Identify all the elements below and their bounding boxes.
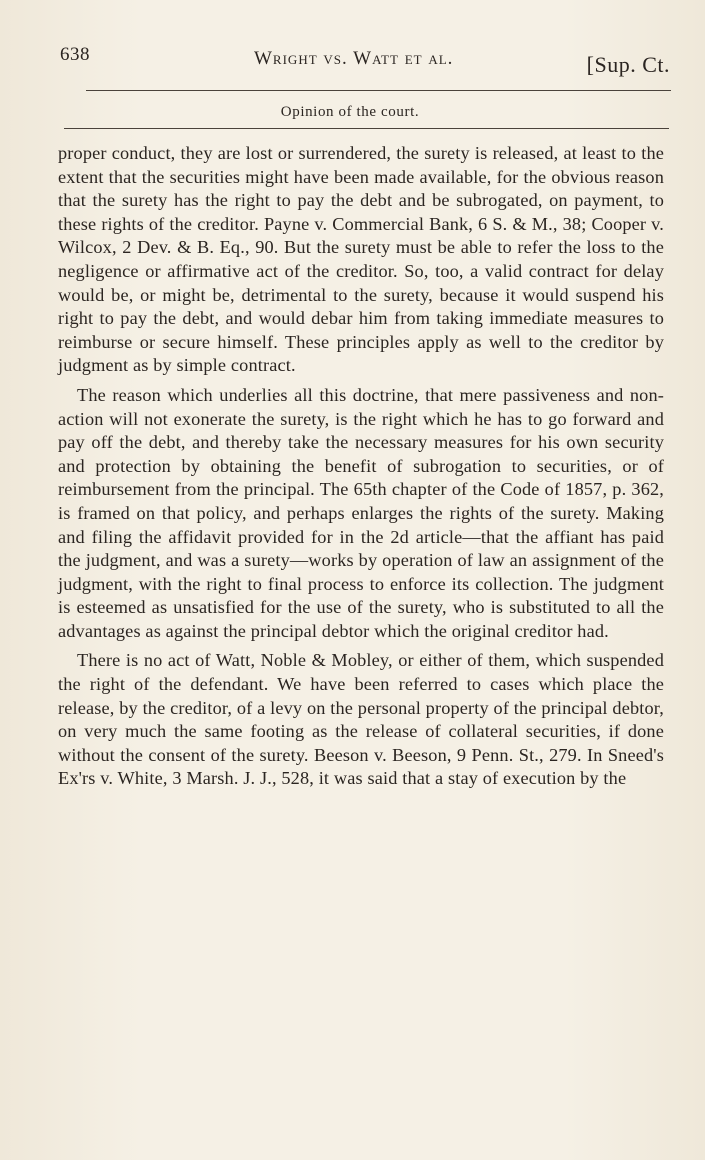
header-rule-bottom	[64, 128, 669, 129]
section-subheading: Opinion of the court.	[280, 104, 420, 120]
page-number: 638	[60, 44, 90, 65]
header-rule-top	[86, 90, 671, 91]
page-header	[58, 40, 678, 80]
paragraph: proper conduct, they are lost or surrendered, the surety is released, at least to the extent that the securities might have been made available, for the obvious reason that the surety has the right to pay the debt and be subrogated, on payment, to these rights of the creditor. Payne v. Commercial Bank, 6 S. & M., 38; Cooper v. Wilcox, 2 Dev. & B. Eq., 90. But the surety must be able to refer the loss to the negligence or affirmative act of the creditor. So, too, a valid contract for delay would be, or might be, detrimental to the surety, because it would suspend his right to pay the debt, and would debar him from taking immediate measures to reimburse or secure himself. These principles apply as well to the creditor by judgment as by simple contract.	[58, 143, 664, 376]
paragraph: The reason which underlies all this doctrine, that mere passiveness and non-action will not exonerate the surety, is the right which he has to go forward and pay off the debt, and thereby take the necessary measures for his own security and protection by obtaining the benefit of subrogation to securities, or of reimbursement from the principal. The 65th chapter of the Code of 1857, p. 362, is framed on that policy, and perhaps enlarges the rights of the surety. Making and filing the affidavit provided for in the 2d article—that the affiant has paid the judgment, and was a surety—works by operation of law an assignment of the judgment, with the right to final process to enforce its collection. The judgment is esteemed as unsatisfied for the use of the surety, who is substituted to all the advantages as against the principal debtor which the original creditor had.	[58, 384, 664, 641]
running-title: Wright vs. Watt et al.	[254, 48, 454, 69]
opinion-body	[58, 142, 664, 791]
court-tag: [Sup. Ct.	[586, 52, 670, 77]
paragraph: There is no act of Watt, Noble & Mobley, or either of them, which suspended the right of the defendant. We have been referred to cases which place the release, by the creditor, of a levy on the personal property of the principal debtor, on very much the same footing as the release of collateral securities, if done without the consent of the surety. Beeson v. Beeson, 9 Penn. St., 279. In Sneed's Ex'rs v. White, 3 Marsh. J. J., 528, it was said that a stay of execution by the	[58, 650, 664, 789]
